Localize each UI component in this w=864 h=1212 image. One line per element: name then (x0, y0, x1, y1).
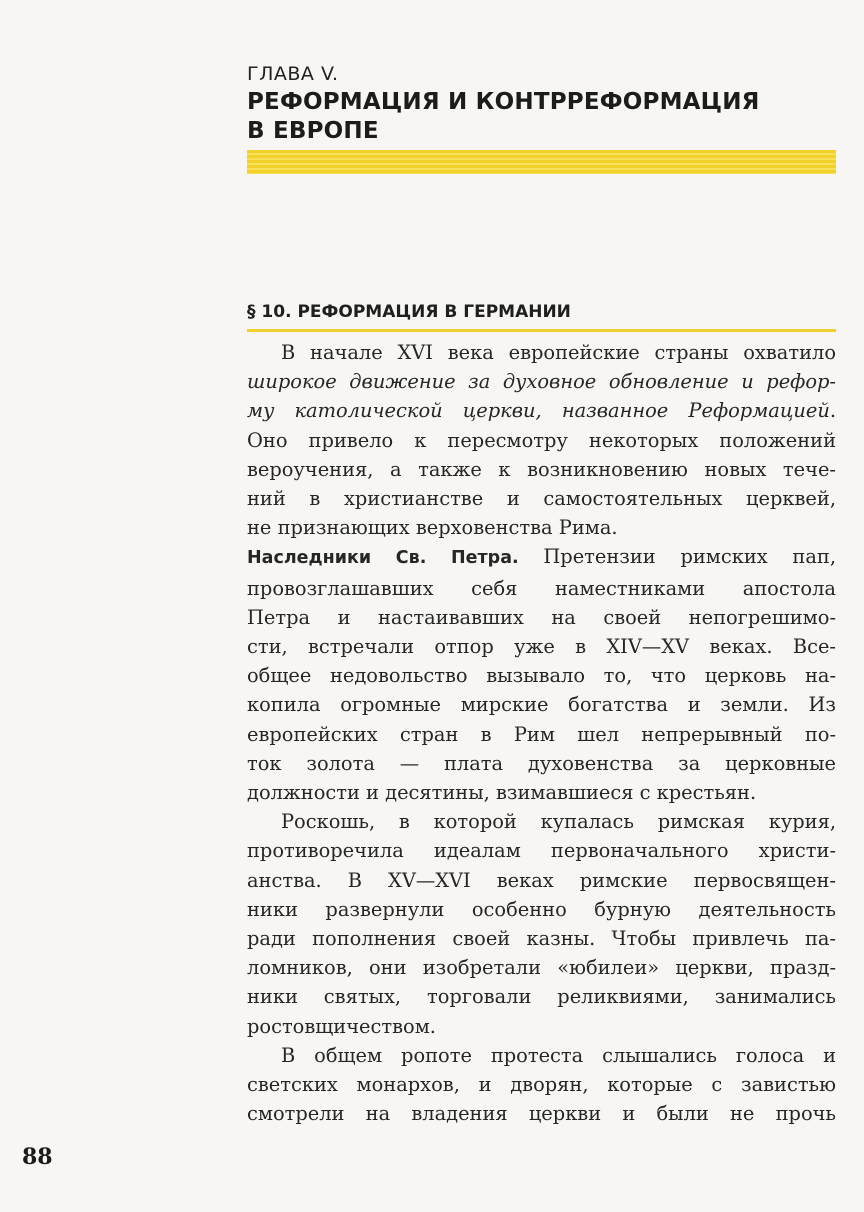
italic-term: му католической церкви, названное Реформацией (247, 399, 830, 423)
text-line: светских монархов, и дворян, которые с завистью (247, 1073, 836, 1097)
text-line: ний в христианстве и самостоятельных церквей, (247, 487, 836, 511)
text-line: В общем ропоте протеста слышались голоса и (281, 1043, 836, 1067)
text-line: анства. В XV—XVI веках римские первосвящен- (247, 868, 836, 892)
text-line: ники святых, торговали реликвиями, занимались (247, 985, 836, 1009)
chapter-title-line-1: РЕФОРМАЦИЯ И КОНТРРЕФОРМАЦИЯ (247, 89, 760, 115)
text-line: копила огромные мирские богатства и земли. Из (247, 693, 836, 717)
chapter-label: ГЛАВА V. (247, 63, 339, 85)
text-line: вероучения, а также к возникновению новых тече- (247, 457, 836, 481)
body-text (247, 338, 836, 1128)
text-line: ростовщичеством. (247, 1014, 436, 1038)
text-fragment: Претензии римских пап, (518, 545, 836, 569)
text-line: провозглашавших себя наместниками апостола (247, 576, 836, 600)
run-in-heading: Наследники Св. Петра. (247, 548, 519, 569)
text-line: смотрели на владения церкви и были не прочь (247, 1102, 836, 1126)
chapter-title-line-2: В ЕВРОПЕ (247, 118, 379, 144)
text-line: В начале XVI века европейские страны охватило (281, 341, 836, 364)
text-line: ломников, они изобретали «юбилеи» церкви, празд- (247, 956, 836, 980)
chapter-title (247, 88, 847, 146)
text-line-italic: широкое движение за духовное обновление и рефор- (247, 370, 836, 394)
text-line: Роскошь, в которой купалась римская курия, (281, 810, 836, 834)
text-line: ток золота — плата духовенства за церковные (247, 751, 836, 775)
text-line: противоречила идеалам первоначального христи- (247, 839, 836, 863)
text-line (247, 542, 836, 573)
text-line: ники развернули особенно бурную деятельность (247, 897, 836, 921)
text-line-italic (247, 396, 836, 425)
section-title: § 10. РЕФОРМАЦИЯ В ГЕРМАНИИ (247, 302, 571, 322)
punctuation: . (829, 399, 836, 423)
text-line: сти, встречали отпор уже в XIV—XV веках. Все- (247, 635, 836, 659)
text-line: Петра и настаивавших на своей непогрешимо- (247, 605, 836, 629)
text-line: общее недовольство вызывало то, что церковь на- (247, 664, 836, 688)
chapter-title-bar (247, 150, 836, 174)
text-line: не признающих верховенства Рима. (247, 516, 618, 540)
section-title-rule (247, 329, 836, 332)
text-line: должности и десятины, взимавшиеся с крестьян. (247, 781, 757, 805)
text-line: Оно привело к пересмотру некоторых положений (247, 428, 836, 452)
text-line: европейских стран в Рим шел непрерывный по- (247, 722, 836, 746)
text-line: ради пополнения своей казны. Чтобы привлечь па- (247, 927, 836, 951)
page-number: 88 (22, 1144, 53, 1170)
